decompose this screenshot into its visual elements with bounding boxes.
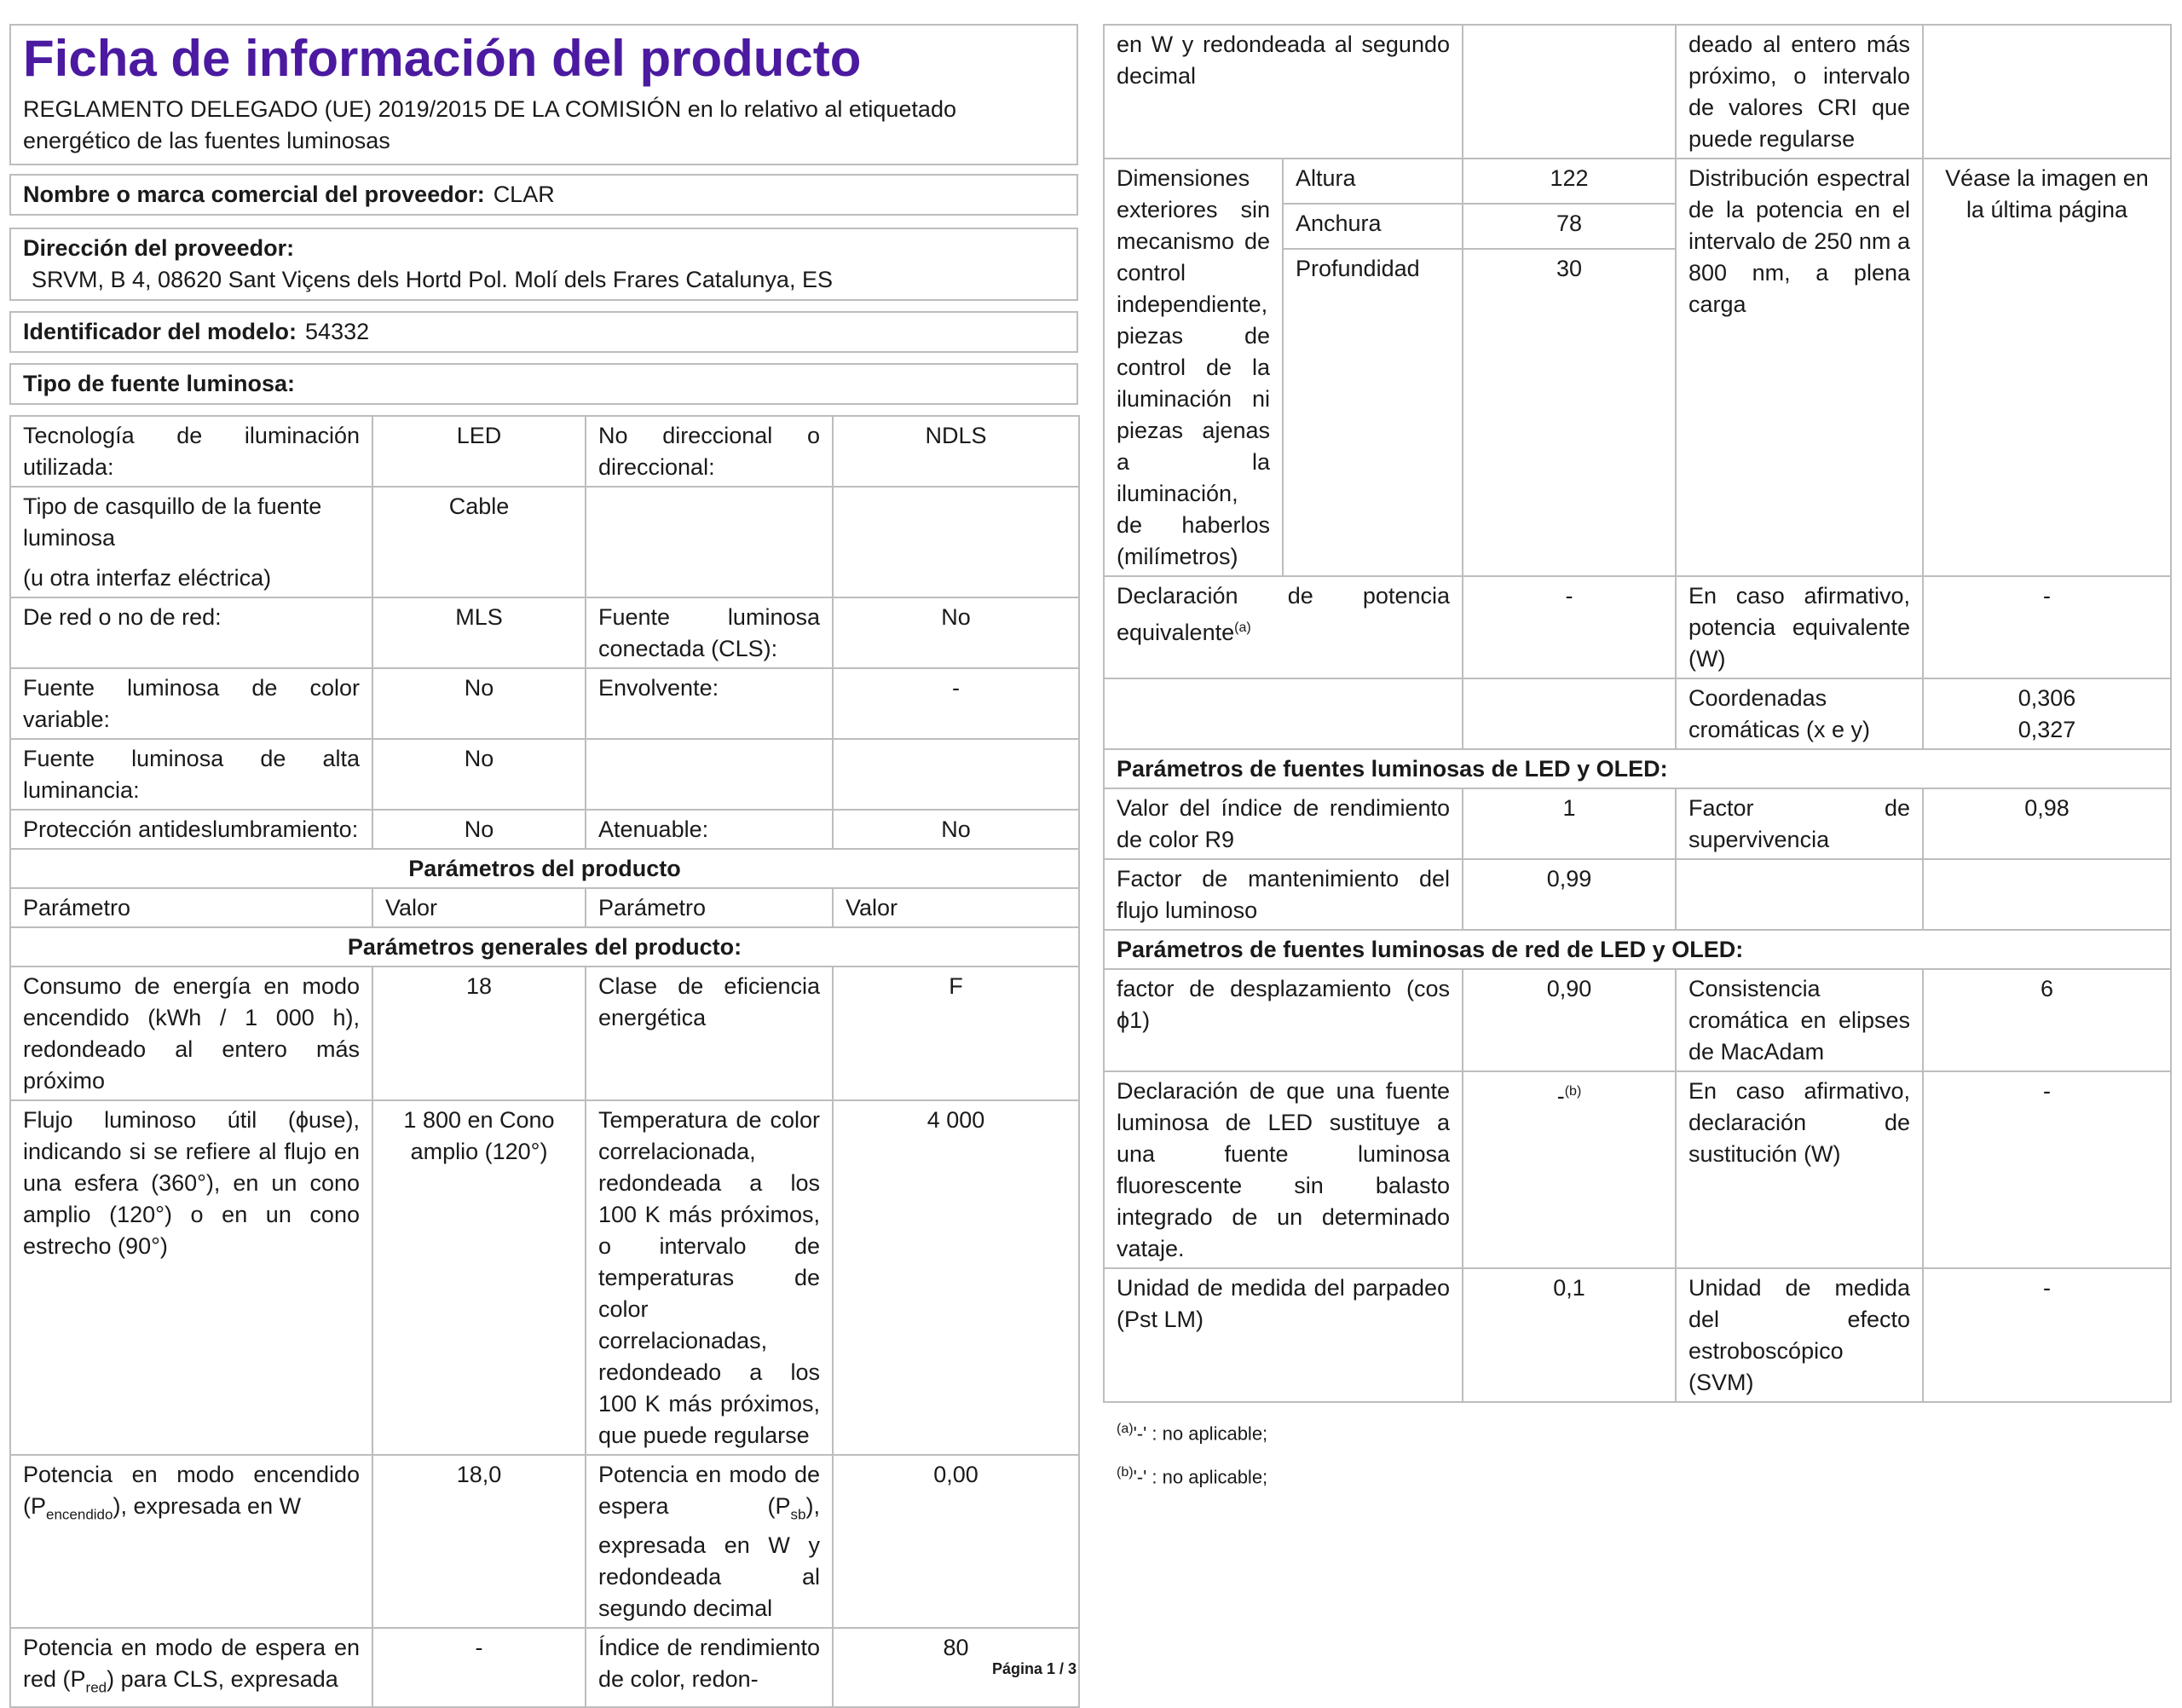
param-cell: Fuente luminosa de alta luminancia: xyxy=(10,739,372,810)
param-cell: Clase de eficiencia energética xyxy=(586,967,833,1100)
value-cell: - xyxy=(1923,1071,2171,1268)
model-value: 54332 xyxy=(305,319,370,344)
model-line xyxy=(9,311,1078,353)
supplier-value: CLAR xyxy=(493,182,555,207)
footnotes xyxy=(1103,1410,2170,1497)
param-cell: Consistencia cromática en elipses de MacAdam xyxy=(1676,969,1923,1071)
param-cell: Distribución espectral de la potencia en el intervalo de 250 nm a 800 nm, a plena carga xyxy=(1676,159,1923,576)
value-cell: No xyxy=(372,739,586,810)
footnote-marker: (b) xyxy=(1564,1084,1582,1099)
value-cell xyxy=(833,487,1079,597)
param-cell: Envolvente: xyxy=(586,668,833,739)
param-cell xyxy=(1104,576,1463,678)
value-cell: 18 xyxy=(372,967,586,1100)
page-number: Página 1 / 3 xyxy=(992,1660,1077,1677)
address-line xyxy=(9,228,1078,301)
value-cell xyxy=(833,739,1079,810)
param-text: ), expresada en W y redondeada al segundo decimal xyxy=(598,1493,820,1622)
section-heading-row xyxy=(1104,930,2171,969)
table-row xyxy=(1104,788,2171,859)
param-cell: Unidad de medida del efecto estroboscópico (SVM) xyxy=(1676,1268,1923,1402)
dimension-value: 78 xyxy=(1463,204,1676,249)
value-cell: No xyxy=(833,810,1079,849)
dimension-value: 122 xyxy=(1463,159,1676,204)
table-row xyxy=(1104,576,2171,678)
table-row xyxy=(10,967,1079,1100)
value-cell: No xyxy=(833,597,1079,668)
param-cell: deado al entero más próximo, o intervalo de valores CRI que puede regularse xyxy=(1676,25,1923,159)
param-cell: Atenuable: xyxy=(586,810,833,849)
model-label: Identificador del modelo: xyxy=(23,319,297,344)
param-cell: Protección antideslumbramiento: xyxy=(10,810,372,849)
value-cell: 6 xyxy=(1923,969,2171,1071)
param-cell: Factor de supervivencia xyxy=(1676,788,1923,859)
table-row xyxy=(10,810,1079,849)
value-cell: - xyxy=(1923,1268,2171,1402)
column-header-param: Parámetro xyxy=(586,888,833,927)
value-cell: 0,90 xyxy=(1463,969,1676,1071)
param-cell xyxy=(10,487,372,597)
section-heading-row xyxy=(10,849,1079,888)
footnote-text: '-' : no aplicable; xyxy=(1133,1466,1268,1488)
regulation-subtitle: REGLAMENTO DELEGADO (UE) 2019/2015 DE LA COMISIÓN en lo relativo al etiquetado energético de las fuentes luminosas xyxy=(9,94,1078,165)
coordinate-y: 0,327 xyxy=(2017,717,2076,742)
param-text: Tipo de casquillo de la fuente luminosa xyxy=(23,493,322,551)
spacer xyxy=(9,301,1078,311)
general-params-heading: Parámetros generales del producto: xyxy=(10,927,1079,967)
address-value: SRVM, B 4, 08620 Sant Viçens dels Hortd Pol. Molí dels Frares Catalunya, ES xyxy=(32,267,833,292)
param-cell xyxy=(586,739,833,810)
parameters-table-continued xyxy=(1103,24,2172,1403)
table-row xyxy=(10,416,1079,487)
table-row xyxy=(1104,25,2171,159)
value-cell: 0,1 xyxy=(1463,1268,1676,1402)
param-cell: En caso afirmativo, declaración de sustitución (W) xyxy=(1676,1071,1923,1268)
param-cell: Coordenadas cromáticas (x e y) xyxy=(1676,678,1923,749)
dimensions-label: Dimensiones exteriores sin mecanismo de control independiente, piezas de control de la iluminación ni piezas ajenas a la iluminación, de haberlos (milímetros) xyxy=(1104,159,1283,576)
table-row xyxy=(1104,1071,2171,1268)
value-cell: 1 800 en Cono amplio (120°) xyxy=(372,1100,586,1455)
mains-params-heading: Parámetros de fuentes luminosas de red de LED y OLED: xyxy=(1104,930,2171,969)
param-text: (u otra interfaz eléctrica) xyxy=(23,565,272,591)
param-cell: En caso afirmativo, potencia equivalente (W) xyxy=(1676,576,1923,678)
param-cell: Unidad de medida del parpadeo (Pst LM) xyxy=(1104,1268,1463,1402)
spacer xyxy=(9,405,1078,415)
value-cell: 0,98 xyxy=(1923,788,2171,859)
footnote-a xyxy=(1117,1410,2170,1453)
table-row xyxy=(1104,969,2171,1071)
value-cell: 18,0 xyxy=(372,1455,586,1628)
param-text: Potencia en modo de espera en red (P xyxy=(23,1635,360,1693)
column-header-param: Parámetro xyxy=(10,888,372,927)
param-subscript: red xyxy=(85,1679,107,1696)
dimensions-row xyxy=(1104,159,2171,204)
product-params-heading: Parámetros del producto xyxy=(10,849,1079,888)
supplier-line xyxy=(9,174,1078,216)
value-cell xyxy=(1463,678,1676,749)
table-row xyxy=(10,739,1079,810)
dimension-value: 30 xyxy=(1463,249,1676,576)
value-cell xyxy=(1923,678,2171,749)
value-cell: - xyxy=(1923,576,2171,678)
address-label: Dirección del proveedor: xyxy=(23,235,295,261)
supplier-label: Nombre o marca comercial del proveedor: xyxy=(23,182,485,207)
param-cell: Índice de rendimiento de color, redon- xyxy=(586,1628,833,1706)
param-cell: Declaración de que una fuente luminosa de LED sustituye a una fuente luminosa fluorescente sin balasto integrado de un determinado vataje. xyxy=(1104,1071,1463,1268)
param-text: ), expresada en W xyxy=(113,1493,302,1519)
value-cell: Véase la imagen en la última página xyxy=(1923,159,2171,576)
value-cell xyxy=(1923,859,2171,930)
param-cell xyxy=(586,1455,833,1628)
table-row xyxy=(10,1100,1079,1455)
value-text: - xyxy=(1556,1083,1565,1109)
table-row xyxy=(1104,859,2171,930)
spacer xyxy=(9,216,1078,228)
param-cell: Consumo de energía en modo encendido (kWh / 1 000 h), redondeado al entero más próximo xyxy=(10,967,372,1100)
left-column xyxy=(9,24,1078,1708)
param-cell xyxy=(1676,859,1923,930)
param-cell: Fuente luminosa conectada (CLS): xyxy=(586,597,833,668)
param-text: Declaración de potencia equivalente xyxy=(1117,583,1450,645)
param-cell: No direccional o direccional: xyxy=(586,416,833,487)
param-cell: Flujo luminoso útil (ϕuse), indicando si se refiere al flujo en una esfera (360°), en un cono amplio (120°) o en un cono estrecho (90°) xyxy=(10,1100,372,1455)
param-subscript: sb xyxy=(790,1506,806,1523)
param-cell: Temperatura de color correlacionada, redondeada a los 100 K más próximos, o intervalo de temperaturas de color correlacionadas, redondeado a los 100 K más próximos, que puede regularse xyxy=(586,1100,833,1455)
value-cell: - xyxy=(372,1628,586,1706)
value-cell: 4 000 xyxy=(833,1100,1079,1455)
dimension-name: Profundidad xyxy=(1283,249,1463,576)
param-cell xyxy=(586,487,833,597)
value-cell: Cable xyxy=(372,487,586,597)
footnote-marker: (b) xyxy=(1117,1465,1134,1480)
value-cell: F xyxy=(833,967,1079,1100)
table-row xyxy=(10,668,1079,739)
source-type-heading: Tipo de fuente luminosa: xyxy=(9,363,1078,405)
param-cell: Valor del índice de rendimiento de color R9 xyxy=(1104,788,1463,859)
table-row xyxy=(1104,1268,2171,1402)
param-subscript: encendido xyxy=(46,1506,113,1523)
param-cell: Factor de mantenimiento del flujo luminoso xyxy=(1104,859,1463,930)
value-cell: MLS xyxy=(372,597,586,668)
footnote-marker: (a) xyxy=(1117,1422,1134,1436)
param-text: ) para CLS, expresada xyxy=(107,1666,338,1693)
param-cell: factor de desplazamiento (cos ϕ1) xyxy=(1104,969,1463,1071)
table-row xyxy=(1104,678,2171,749)
column-header-value: Valor xyxy=(833,888,1079,927)
param-cell xyxy=(10,1455,372,1628)
footnote-b xyxy=(1117,1453,2170,1497)
value-cell: 1 xyxy=(1463,788,1676,859)
section-heading-row xyxy=(10,927,1079,967)
value-cell: LED xyxy=(372,416,586,487)
value-cell: 0,00 xyxy=(833,1455,1079,1628)
param-text: Potencia en modo de espera (P xyxy=(598,1462,820,1519)
coordinate-x: 0,306 xyxy=(2017,685,2076,711)
section-heading-row xyxy=(1104,749,2171,788)
value-cell: 0,99 xyxy=(1463,859,1676,930)
table-row xyxy=(10,1628,1079,1706)
page-title: Ficha de información del producto xyxy=(9,24,1078,94)
value-cell: NDLS xyxy=(833,416,1079,487)
param-cell: De red o no de red: xyxy=(10,597,372,668)
column-header-row xyxy=(10,888,1079,927)
table-row xyxy=(10,487,1079,597)
value-cell: - xyxy=(833,668,1079,739)
param-text: Potencia en modo encendido (P xyxy=(23,1462,360,1519)
spacer xyxy=(9,165,1078,174)
value-cell: No xyxy=(372,810,586,849)
param-cell: Tecnología de iluminación utilizada: xyxy=(10,416,372,487)
table-row xyxy=(10,597,1079,668)
param-cell: en W y redondeada al segundo decimal xyxy=(1104,25,1463,159)
right-column xyxy=(1103,24,2170,1497)
param-cell xyxy=(10,1628,372,1706)
footnote-text: '-' : no aplicable; xyxy=(1133,1422,1268,1445)
param-cell: Fuente luminosa de color variable: xyxy=(10,668,372,739)
source-type-table xyxy=(9,415,1080,1708)
spacer xyxy=(23,554,360,563)
dimension-name: Anchura xyxy=(1283,204,1463,249)
led-params-heading: Parámetros de fuentes luminosas de LED y OLED: xyxy=(1104,749,2171,788)
value-cell xyxy=(1923,25,2171,159)
value-cell xyxy=(1463,25,1676,159)
table-row xyxy=(10,1455,1079,1628)
value-cell: 80 xyxy=(833,1628,1079,1706)
value-cell xyxy=(1463,1071,1676,1268)
value-cell: No xyxy=(372,668,586,739)
footnote-marker: (a) xyxy=(1234,620,1251,635)
column-header-value: Valor xyxy=(372,888,586,927)
param-cell xyxy=(1104,678,1463,749)
value-cell: - xyxy=(1463,576,1676,678)
spacer xyxy=(9,353,1078,363)
dimension-name: Altura xyxy=(1283,159,1463,204)
